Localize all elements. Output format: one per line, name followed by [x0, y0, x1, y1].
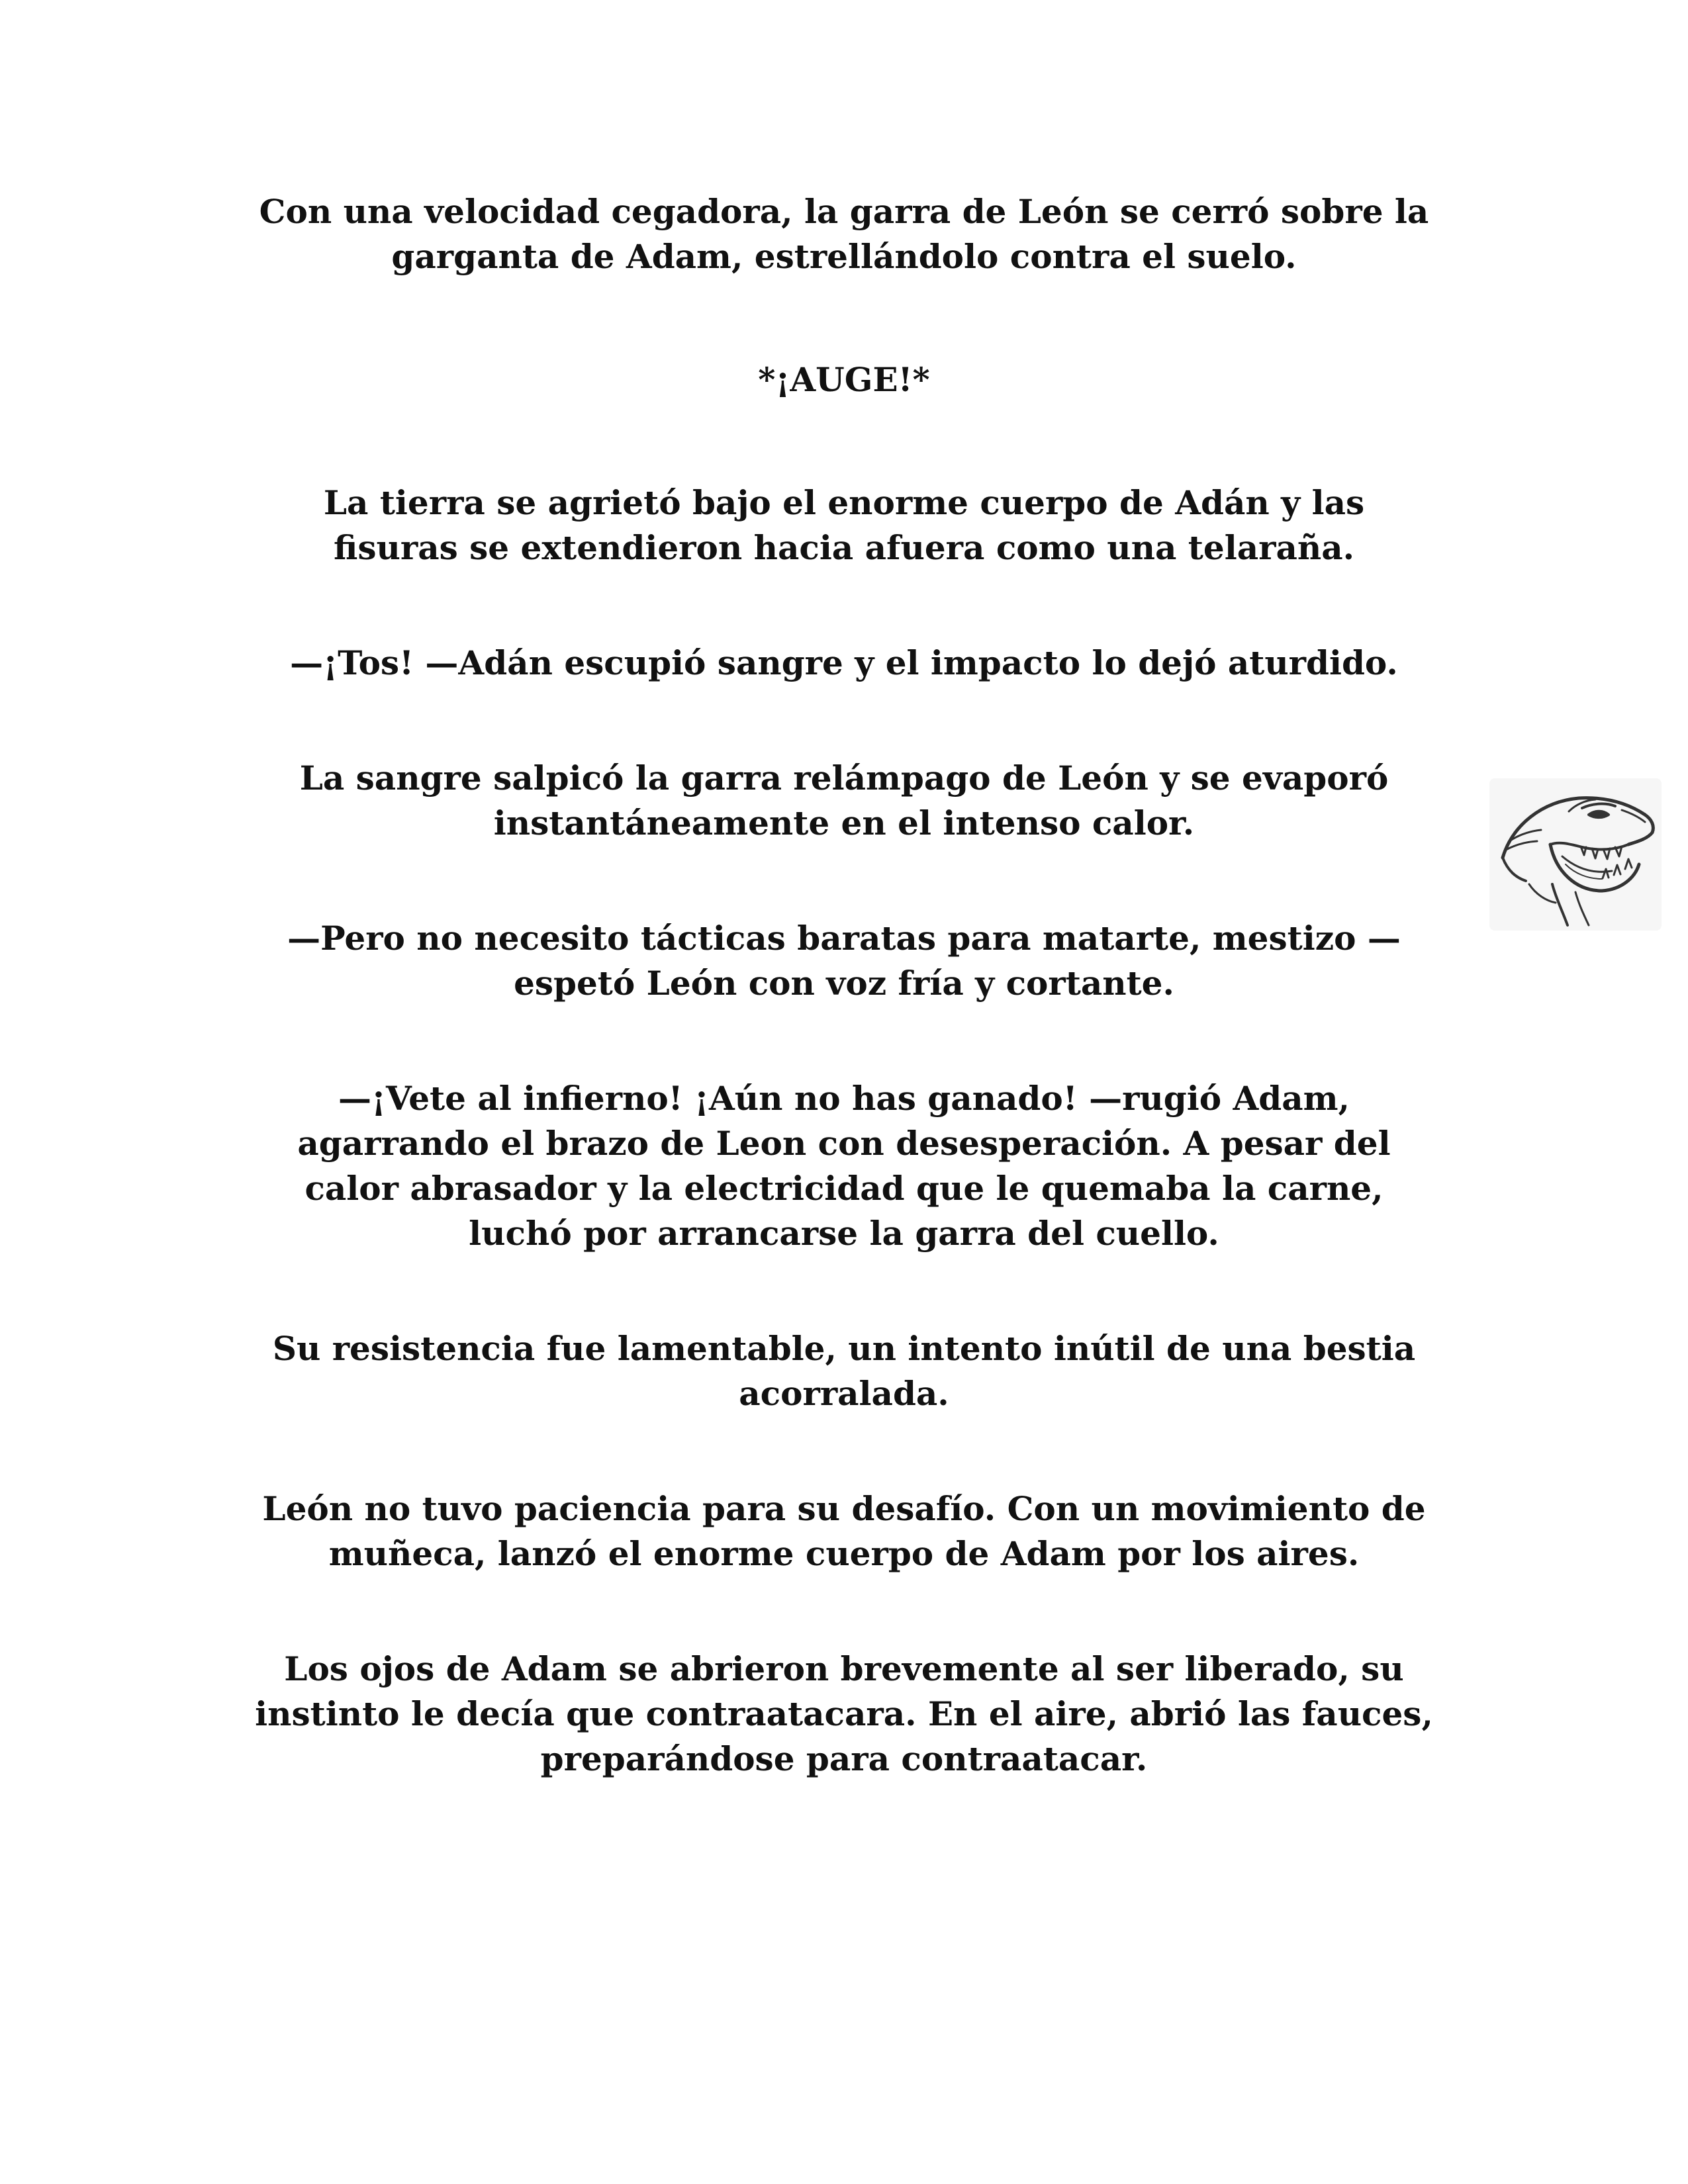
- paragraph-1: Con una velocidad cegadora, la garra de León se cerró sobre la garganta de Adam, estrellándolo contra el suelo.: [259, 192, 1429, 276]
- story-text: [218, 189, 1470, 1782]
- paragraph-5: La sangre salpicó la garra relámpago de León y se evaporó instantáneamente en el intenso calor.: [299, 758, 1389, 842]
- paragraph-7: —¡Vete al infierno! ¡Aún no has ganado! —rugió Adam, agarrando el brazo de Leon con desesperación. A pesar del calor abrasador y la electricidad que le quemaba la carne, luchó por arrancarse la garra del cuello.: [297, 1079, 1391, 1253]
- paragraph-3: La tierra se agrietó bajo el enorme cuerpo de Adán y las fisuras se extendieron hacia afuera como una telaraña.: [323, 483, 1365, 567]
- paragraph-10: Los ojos de Adam se abrieron brevemente al ser liberado, su instinto le decía que contraatacara. En el aire, abrió las fauces, preparándose para contraatacar.: [255, 1649, 1433, 1778]
- paragraph-6: —Pero no necesito tácticas baratas para matarte, mestizo — espetó León con voz fría y cortante.: [287, 919, 1401, 1003]
- paragraph-2-sound-effect: *¡AUGE!*: [758, 360, 930, 399]
- paragraph-8: Su resistencia fue lamentable, un intento inútil de una bestia acorralada.: [272, 1329, 1416, 1413]
- paragraph-4: —¡Tos! —Adán escupió sangre y el impacto lo dejó aturdido.: [290, 643, 1398, 682]
- dinosaur-head-sketch-icon: [1489, 778, 1662, 931]
- paragraph-9: León no tuvo paciencia para su desafío. Con un movimiento de muñeca, lanzó el enorme cuerpo de Adam por los aires.: [262, 1489, 1426, 1573]
